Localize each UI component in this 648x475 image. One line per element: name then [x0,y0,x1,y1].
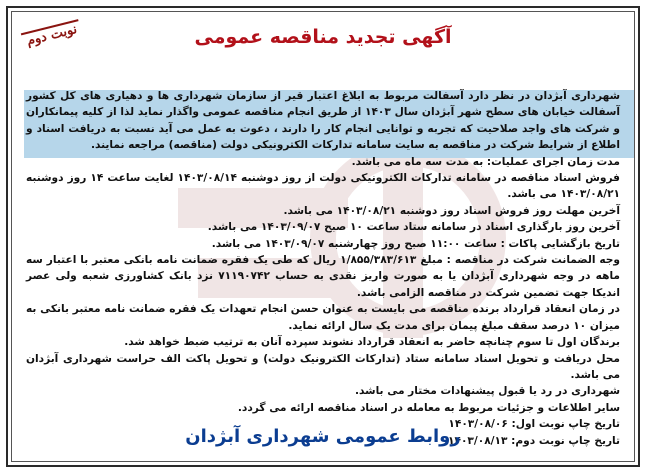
item-second-print-date: تاریخ چاپ نوبت دوم: ۱۴۰۳/۰۸/۱۳ [448,434,620,447]
item-guarantee: وجه الضمانت شرکت در مناقصه : مبلغ ۱/۸۵۵/۳۸۳/۶۱۳ ریال که طی یک فقره ضمانت نامه بانکی معتبر با اعتبار سه ماهه در وجه شهرداری آبژدان یا به صورت واریز نقدی به حساب ۷۱۱۹۰۷۴۲ نزد بانک کشاورزی شعبه ولی عصر اندیکا جهت تضمین شرکت در مناقصه الزامی باشد. [26,254,621,299]
item-first-print-date: تاریخ چاپ نوبت اول: ۱۴۰۳/۰۸/۰۶ [448,418,620,431]
edition-badge: نوبت دوم [21,19,83,50]
item-sale-deadline: آخرین مهلت روز فروش اسناد روز دوشنبه ۱۴۰۳/۰۸/۲۱ می باشد. [283,204,620,217]
item-sale-period: فروش اسناد مناقصه در سامانه تدارکات الکترونیکی دولت از روز دوشنبه ۱۴۰۳/۰۸/۱۴ لغایت ساعت ۱۴ روز دوشنبه ۱۴۰۳/۰۸/۲۱ می باشد. [26,172,620,201]
notice-frame [6,6,640,467]
item-opening-date: تاریخ بازگشایی پاکات : ساعت ۱۱:۰۰ صبح روز چهارشنبه ۱۴۰۳/۰۹/۰۷ می باشد. [211,237,620,250]
intro-paragraph: شهرداری آبژدان در نظر دارد آسفالت مربوط به ابلاغ اعتبار قیر از سازمان شهرداری ها و دهیاری های کل کشور آسفالت خیابان های سطح شهر آبژدان سال ۱۴۰۳ از طریق انجام مناقصه عمومی واگذار نماید لذا از کلیه پیمانکاران و شرکت های واجد صلاحیت که تجربه و توانایی انجام کار را دارند ، دعوت به عمل می آید نسبت به دریافت اسناد و اطلاع از شرایط شرکت در مناقصه به سایت سامانه تدارکات الکترونیکی دولت (مناقصه) مراجعه نمایند. [26,90,620,152]
item-performance-bond: در زمان انعقاد قرارداد برنده مناقصه می بایست به عنوان حسن انجام تعهدات یک فقره ضمانت نامه معتبر بانکی به میزان ۱۰ درصد سقف مبلغ پیمان برای مدت یک سال ارائه نماید. [26,303,620,332]
item-winners: برندگان اول تا سوم چنانچه حاضر به انعقاد قرارداد نشوند سپرده آنان به ترتیب ضبط خواهد شد. [124,336,620,349]
item-upload-deadline: آخرین روز بارگذاری اسناد در سامانه ستاد ساعت ۱۰ صبح ۱۴۰۳/۰۹/۰۷ می باشد. [207,221,620,234]
item-right-reserved: شهرداری در رد یا قبول پیشنهادات مختار می باشد. [355,385,620,398]
item-delivery-place: محل دریافت و تحویل اسناد سامانه ستاد (تدارکات الکترونیک دولت) و تحویل پاکت الف حراست شهرداری آبژدان می باشد. [26,352,620,381]
notice-footer: روابط عمومی شهرداری آبژدان [185,426,461,447]
notice-body [26,88,620,449]
item-duration: مدت زمان اجرای عملیات: به مدت سه ماه می باشد. [351,155,620,168]
notice-title: آگهی تجدید مناقصه عمومی [194,26,452,48]
item-other-info: سایر اطلاعات و جزئیات مربوط به معامله در اسناد مناقصه ارائه می گردد. [237,401,620,414]
